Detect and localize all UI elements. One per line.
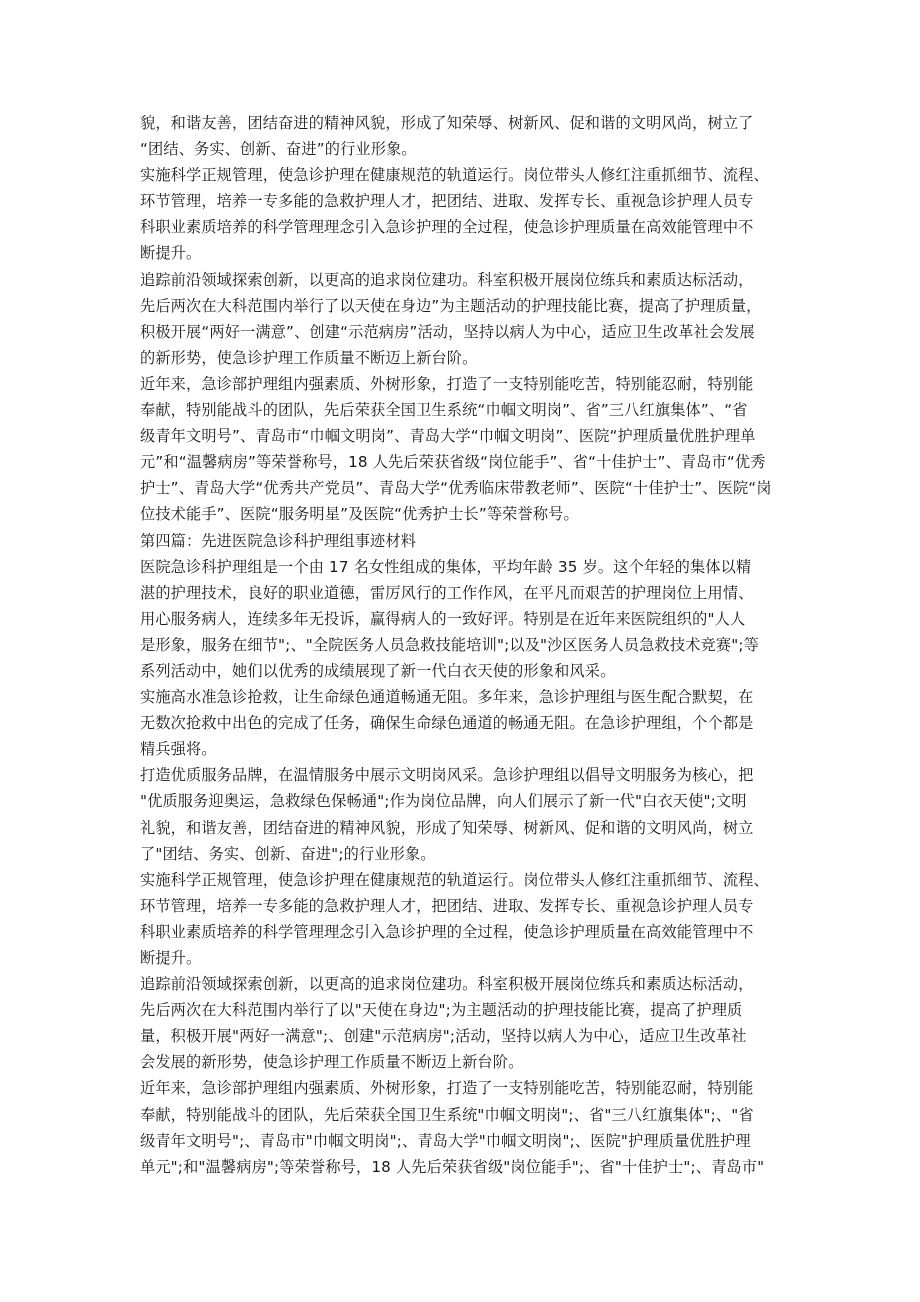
text-line: 奉献，特别能战斗的团队，先后荣获全国卫生系统"巾帼文明岗";、省"三八红旗集体";、"省 (140, 1105, 754, 1124)
text-line: 积极开展“两好一满意”、创建“示范病房”活动，坚持以病人为中心，适应卫生改革社会发展 (140, 322, 755, 341)
text-line: 第四篇：先进医院急诊科护理组事迹材料 (140, 531, 417, 550)
text-line: 近年来，急诊部护理组内强素质、外树形象，打造了一支特别能吃苦，特别能忍耐，特别能 (140, 374, 754, 393)
text-line: 医院急诊科护理组是一个由 17 名女性组成的集体，平均年龄 35 岁。这个年轻的集体以精 (140, 557, 752, 576)
text-line: 环节管理，培养一专多能的急救护理人才，把团结、进取、发挥专长、重视急诊护理人员专 (140, 192, 754, 211)
document-body (140, 110, 790, 1180)
text-line: 先后两次在大科范围内举行了以天使在身边”为主题活动的护理技能比赛，提高了护理质量， (140, 296, 762, 315)
text-line: 元”和“温馨病房”等荣誉称号，18 人先后荣获省级“岗位能手”、省“十佳护士”、青岛市“优秀 (140, 453, 766, 472)
text-line: 护士”、青岛大学“优秀共产党员”、青岛大学“优秀临床带教老师”、医院“十佳护士”、医院“岗 (140, 479, 772, 498)
text-line: 精兵强将。 (140, 740, 217, 759)
text-line: 量，积极开展"两好一满意";、创建"示范病房";活动，坚持以病人为中心，适应卫生改革社 (140, 1027, 747, 1046)
paragraph (140, 110, 790, 162)
text-line: 追踪前沿领域探索创新，以更高的追求岗位建功。科室积极开展岗位练兵和素质达标活动， (140, 975, 754, 994)
text-line: 科职业素质培养的科学管理理念引入急诊护理的全过程，使急诊护理质量在高效能管理中不 (140, 922, 754, 941)
text-line: 打造优质服务品牌，在温情服务中展示文明岗风采。急诊护理组以倡导文明服务为核心，把 (140, 766, 754, 785)
text-line: 湛的护理技术，良好的职业道德，雷厉风行的工作作风，在平凡而艰苦的护理岗位上用情、 (140, 583, 754, 602)
text-line: 奉献，特别能战斗的团队，先后荣获全国卫生系统“巾帼文明岗”、省”三八红旗集体”、“省 (140, 401, 748, 420)
text-line: 单元";和"温馨病房";等荣誉称号，18 人先后荣获省级"岗位能手";、省"十佳护士";、青岛市" (140, 1157, 765, 1176)
paragraph (140, 867, 790, 971)
text-line: 级青年文明号";、青岛市"巾帼文明岗";、青岛大学"巾帼文明岗";、医院"护理质量优胜护理 (140, 1131, 751, 1150)
paragraph (140, 371, 790, 528)
text-line: 实施科学正规管理，使急诊护理在健康规范的轨道运行。岗位带头人修红注重抓细节、流程、 (140, 166, 769, 185)
paragraph (140, 554, 790, 684)
text-line: 了"团结、务实、创新、奋进";的行业形象。 (140, 844, 436, 863)
text-line: 近年来，急诊部护理组内强素质、外树形象，打造了一支特别能吃苦，特别能忍耐，特别能 (140, 1079, 754, 1098)
text-line: “团结、务实、创新、奋进”的行业形象。 (140, 140, 417, 159)
paragraph (140, 267, 790, 371)
text-line: 环节管理，培养一专多能的急救护理人才，把团结、进取、发挥专长、重视急诊护理人员专 (140, 896, 754, 915)
text-line: 礼貌，和谐友善，团结奋进的精神风貌，形成了知荣辱、树新风、促和谐的文明风尚，树立 (140, 818, 754, 837)
text-line: 是形象，服务在细节";、"全院医务人员急救技能培训";以及"沙区医务人员急救技术竞赛";等 (140, 635, 759, 654)
text-line: 实施高水准急诊抢救，让生命绿色通道畅通无阻。多年来，急诊护理组与医生配合默契，在 (140, 688, 754, 707)
text-line: 貌，和谐友善，团结奋进的精神风貌，形成了知荣辱、树新风、促和谐的文明风尚，树立了 (140, 114, 754, 132)
text-line: 用心服务病人，连续多年无投诉，赢得病人的一致好评。特别是在近年来医院组织的"人人 (140, 609, 746, 628)
text-line: 位技术能手”、医院“服务明星”及医院“优秀护士长”等荣誉称号。 (140, 505, 579, 524)
text-line: 追踪前沿领域探索创新，以更高的追求岗位建功。科室积极开展岗位练兵和素质达标活动， (140, 270, 754, 289)
paragraph (140, 762, 790, 866)
text-line: 先后两次在大科范围内举行了以"天使在身边";为主题活动的护理技能比赛，提高了护理质 (140, 1001, 743, 1020)
text-line: 会发展的新形势，使急诊护理工作质量不断迈上新台阶。 (140, 1053, 524, 1072)
text-line: 实施科学正规管理，使急诊护理在健康规范的轨道运行。岗位带头人修红注重抓细节、流程、 (140, 870, 769, 889)
text-line: 无数次抢救中出色的完成了任务，确保生命绿色通道的畅通无阻。在急诊护理组，个个都是 (140, 714, 754, 733)
paragraph (140, 162, 790, 266)
section-heading (140, 528, 790, 554)
text-line: 级青年文明号”、青岛市“巾帼文明岗”、青岛大学“巾帼文明岗”、医院“护理质量优胜护理单 (140, 427, 756, 446)
paragraph (140, 971, 790, 1075)
text-line: 系列活动中，她们以优秀的成绩展现了新一代白衣天使的形象和风采。 (140, 661, 616, 680)
paragraph (140, 684, 790, 762)
paragraph (140, 1075, 790, 1179)
text-line: 断提升。 (140, 949, 202, 967)
text-line: 科职业素质培养的科学管理理念引入急诊护理的全过程，使急诊护理质量在高效能管理中不 (140, 218, 754, 237)
text-line: "优质服务迎奥运，急救绿色保畅通";作为岗位品牌，向人们展示了新一代"白衣天使";文明 (140, 792, 747, 811)
text-line: 断提升。 (140, 244, 202, 263)
text-line: 的新形势，使急诊护理工作质量不断迈上新台阶。 (140, 348, 478, 367)
